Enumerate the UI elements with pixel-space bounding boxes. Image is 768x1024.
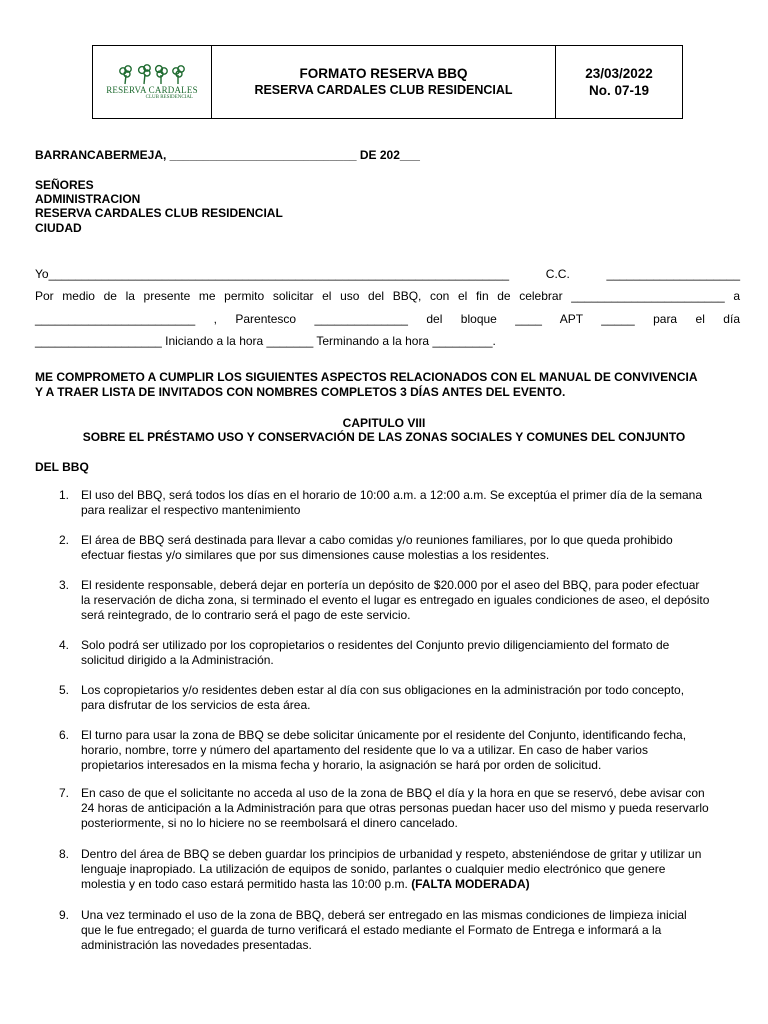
- header-meta: [556, 46, 682, 118]
- form-line-relation: ________________________ , Parentesco ______________ del bloque ____ APT _____ para el día: [35, 312, 740, 326]
- severity-label: (FALTA MODERADA): [411, 876, 530, 891]
- document-date: 23/03/2022: [585, 66, 653, 81]
- addressee-line: SEÑORES: [35, 178, 94, 192]
- addressee-line: CIUDAD: [35, 221, 82, 235]
- logo: [93, 46, 212, 118]
- logo-subtitle: CLUB RESIDENCIAL: [145, 95, 193, 100]
- header-title-block: [212, 46, 556, 118]
- place-date-line: BARRANCABERMEJA, ____________________________ DE 202___: [35, 148, 420, 162]
- commitment-line: ME COMPROMETO A CUMPLIR LOS SIGUIENTES ASPECTOS RELACIONADOS CON EL MANUAL DE CONVIVENCIA: [35, 370, 698, 384]
- form-line-time: ___________________ Iniciando a la hora _______ Terminando a la hora _________.: [35, 334, 496, 348]
- clover-trees-icon: [115, 63, 189, 85]
- section-title: DEL BBQ: [35, 460, 89, 474]
- logo-name: RESERVA CARDALES: [106, 85, 198, 95]
- addressee-line: ADMINISTRACION: [35, 192, 141, 206]
- form-line-name: Yo_____________________________________________________________________ C.C. ____________________: [35, 267, 740, 281]
- document-subtitle: RESERVA CARDALES CLUB RESIDENCIAL: [254, 83, 513, 97]
- chapter-subtitle: SOBRE EL PRÉSTAMO USO Y CONSERVACIÓN DE LAS ZONAS SOCIALES Y COMUNES DEL CONJUNTO: [82, 430, 686, 444]
- form-line-purpose: Por medio de la presente me permito solicitar el uso del BBQ, con el fin de celebrar _______________________ a: [35, 289, 740, 303]
- document-title: FORMATO RESERVA BBQ: [299, 66, 468, 81]
- document-header: [92, 45, 683, 119]
- document-number: No. 07-19: [588, 83, 650, 98]
- addressee-line: RESERVA CARDALES CLUB RESIDENCIAL: [35, 206, 283, 220]
- commitment-line: Y A TRAER LISTA DE INVITADOS CON NOMBRES COMPLETOS 3 DÍAS ANTES DEL EVENTO.: [35, 385, 566, 399]
- document-page: RESERVA CARDALES CLUB RESIDENCIAL FORMATO RESERVA BBQ RESERVA CARDALES CLUB RESIDENCIAL 23/03/2022 No. 07-19 BARRANCABERMEJA, ____________________________ DE 202___ SEÑORES ADMINISTRACION RESERVA CARDALES CLUB RESIDENCIAL CIUDAD Yo_____________________________________________________________________ C.C. ____________________ Por medio de la presente me permito solicitar el uso del BBQ, con el fin de celebrar _______________________ a ________________________ , Parentesco ______________ del bloque ____ APT _____ para el día ___________________ Iniciando a la hora _______ Terminando a la hora _________. ME COMPROMETO A CUMPLIR LOS SIGUIENTES ASPECTOS RELACIONADOS CON EL MANUAL DE CONVIVENCIA Y A TRAER LISTA DE INVITADOS CON NOMBRES COMPLETOS 3 DÍAS ANTES DEL EVENTO. CAPITULO VIII SOBRE EL PRÉSTAMO USO Y CONSERVACIÓN DE LAS ZONAS SOCIALES Y COMUNES DEL CONJUNTO DEL BBQ 1. El uso del BBQ, será todos los días en el horario de 10:00 a.m. a 12:00 a.m. Se exceptúa el primer día de la semana para realizar el respectivo mantenimiento 2. El área de BBQ será destinada para llevar a cabo comidas y/o reuniones familiares, por lo que queda prohibido efectuar fiestas y/o similares que por sus dimensiones cause molestias a los residentes. 3. El residente responsable, deberá dejar en portería un depósito de $20.000 por el aseo del BBQ, para poder efectuar la reservación de dicha zona, si terminado el evento el lugar es entregado en iguales condiciones de aseo, el depósito será reintegrado, de lo contrario será el pago de este servicio. 4. Solo podrá ser utilizado por los copropietarios o residentes del Conjunto previo diligenciamiento del formato de solicitud dirigido a la Administración. 5. Los copropietarios y/o residentes deben estar al día con sus obligaciones en la administración por todo concepto, para disfrutar de los servicios de esta área. 6. El turno para usar la zona de BBQ se debe solicitar únicamente por el residente del Conjunto, identificando fecha, horario, nombre, torre y número del apartamento del residente que lo va a utilizar. En caso de haber varios propietarios interesados en la misma fecha y horario, la asignación se hará por orden de solicitud. 7. En caso de que el solicitante no acceda al uso de la zona de BBQ el día y la hora en que se reservó, debe avisar con 24 horas de anticipación a la Administración para que otras personas puedan hacer uso del mismo y pueda reservarlo posteriormente, si no lo hiciere no se reembolsará el dinero cancelado. 8. Dentro del área de BBQ se deben guardar los principios de urbanidad y respeto, absteniéndose de gritar y utilizar un lenguaje inapropiado. La utilización de equipos de sonido, parlantes o cualquier medio electrónico que genere molestia y en todo caso estará permitido hasta las 10:00 p.m. (FALTA MODERADA) 9. Una vez terminado el uso de la zona de BBQ, deberá ser entregado en las mismas condiciones de limpieza inicial que le fue entregado; el guarda de turno verificará el estado mediante el Formato de Entrega e informará a la administración las novedades presentadas.: [0, 0, 768, 1024]
- chapter-title: CAPITULO VIII: [342, 416, 426, 430]
